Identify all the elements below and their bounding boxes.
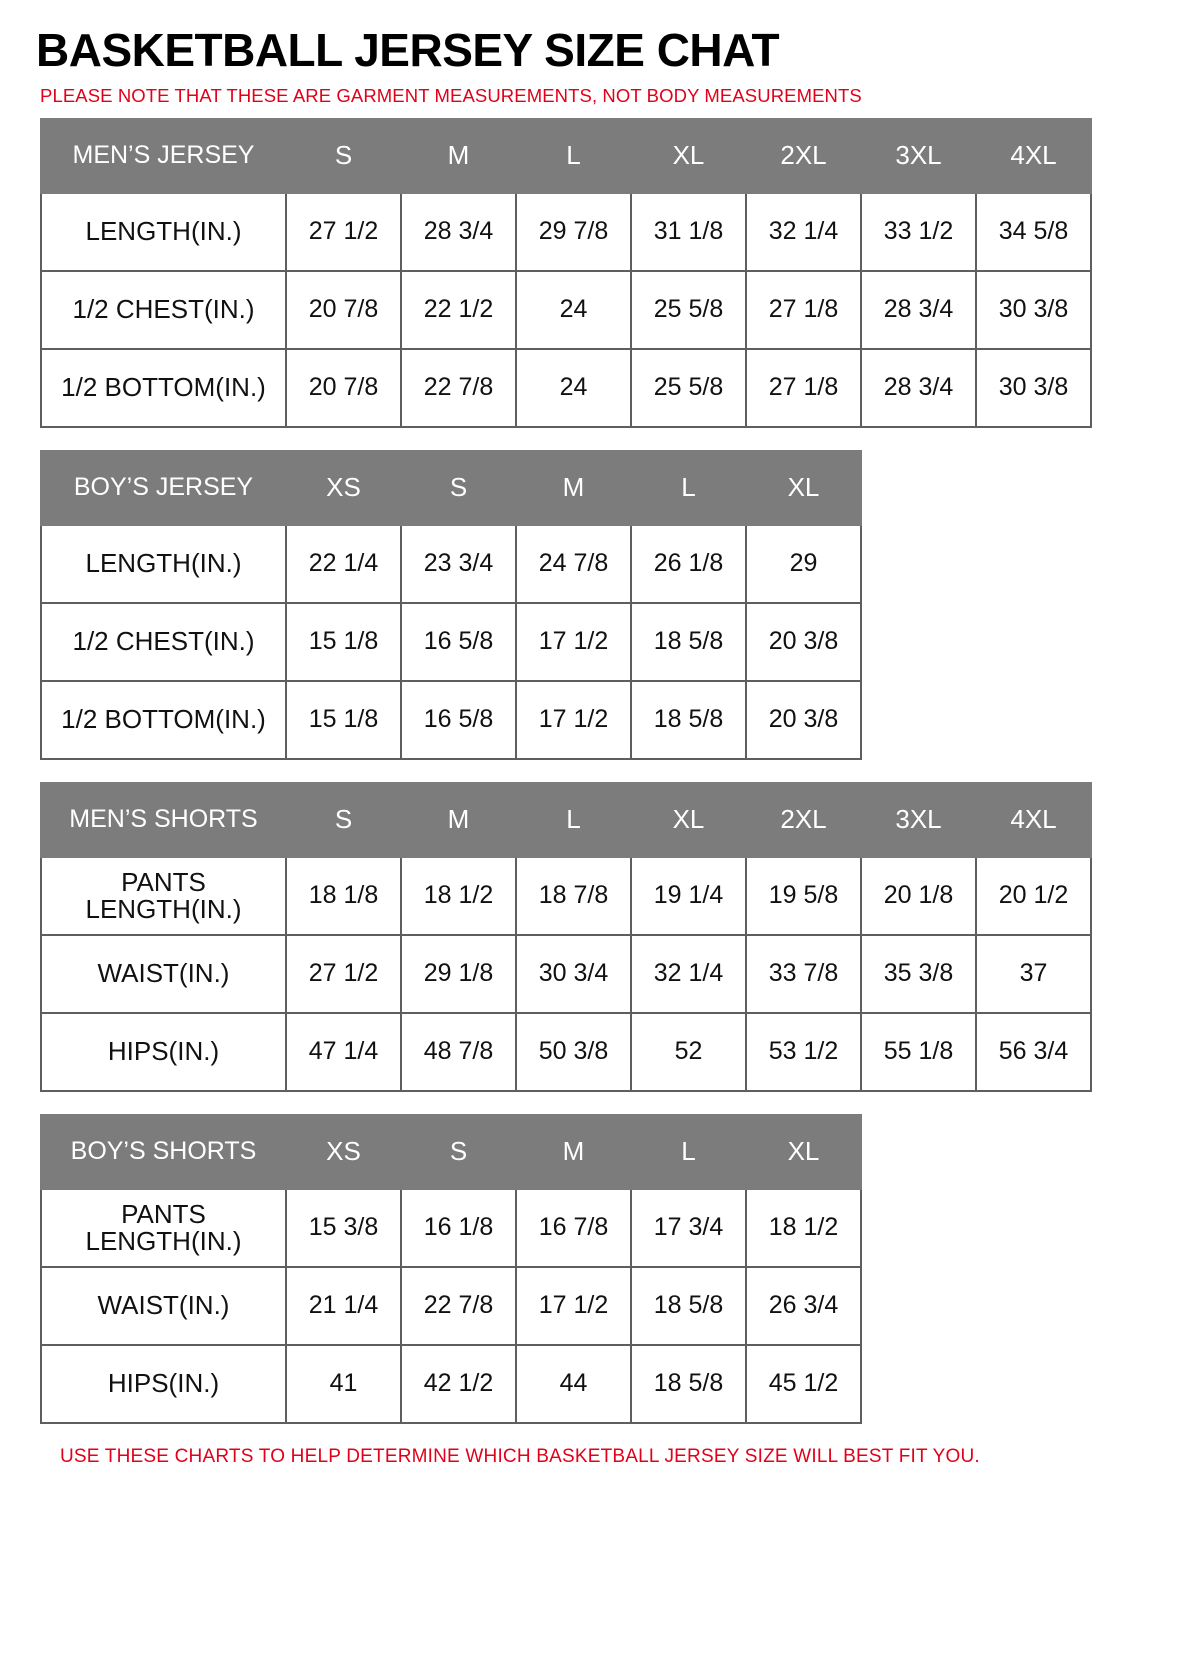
table-header-row — [41, 119, 1091, 193]
measurement-label: WAIST(IN.) — [41, 1267, 286, 1345]
measurement-cell: 16 7/8 — [516, 1189, 631, 1267]
size-header-cell: 3XL — [861, 783, 976, 857]
measurement-cell: 20 7/8 — [286, 349, 401, 427]
size-header-cell: 3XL — [861, 119, 976, 193]
measurement-cell: 35 3/8 — [861, 935, 976, 1013]
measurement-cell: 45 1/2 — [746, 1345, 861, 1423]
size-header-cell: M — [401, 119, 516, 193]
measurement-cell: 56 3/4 — [976, 1013, 1091, 1091]
measurement-cell: 27 1/8 — [746, 271, 861, 349]
measurement-cell: 16 1/8 — [401, 1189, 516, 1267]
measurement-cell: 30 3/8 — [976, 349, 1091, 427]
measurement-cell: 17 1/2 — [516, 1267, 631, 1345]
measurement-cell: 20 1/8 — [861, 857, 976, 935]
table-row — [41, 681, 861, 759]
measurement-cell: 18 1/2 — [401, 857, 516, 935]
measurement-cell: 18 5/8 — [631, 1267, 746, 1345]
measurement-cell: 48 7/8 — [401, 1013, 516, 1091]
table-row — [41, 857, 1091, 935]
measurement-cell: 25 5/8 — [631, 271, 746, 349]
size-header-cell: L — [516, 119, 631, 193]
measurement-cell: 52 — [631, 1013, 746, 1091]
measurement-label: 1/2 BOTTOM(IN.) — [41, 681, 286, 759]
measurement-cell: 24 — [516, 349, 631, 427]
size-header-cell: 2XL — [746, 783, 861, 857]
measurement-label: HIPS(IN.) — [41, 1013, 286, 1091]
table-row — [41, 349, 1091, 427]
size-header-cell: 4XL — [976, 119, 1091, 193]
table-title-cell: MEN’S SHORTS — [41, 783, 286, 857]
measurement-cell: 18 1/8 — [286, 857, 401, 935]
measurement-label: PANTS LENGTH(IN.) — [41, 1189, 286, 1267]
measurement-cell: 37 — [976, 935, 1091, 1013]
measurement-cell: 22 7/8 — [401, 349, 516, 427]
measurement-cell: 29 — [746, 525, 861, 603]
measurement-cell: 23 3/4 — [401, 525, 516, 603]
size-header-cell: 2XL — [746, 119, 861, 193]
measurement-cell: 26 1/8 — [631, 525, 746, 603]
table-row — [41, 193, 1091, 271]
measurement-cell: 19 5/8 — [746, 857, 861, 935]
measurement-cell: 33 1/2 — [861, 193, 976, 271]
measurement-cell: 28 3/4 — [861, 349, 976, 427]
table-row — [41, 525, 861, 603]
measurement-cell: 33 7/8 — [746, 935, 861, 1013]
measurement-cell: 44 — [516, 1345, 631, 1423]
measurement-cell: 30 3/8 — [976, 271, 1091, 349]
table-row — [41, 1189, 861, 1267]
table-title-cell: MEN’S JERSEY — [41, 119, 286, 193]
measurement-cell: 50 3/8 — [516, 1013, 631, 1091]
measurement-cell: 34 5/8 — [976, 193, 1091, 271]
measurement-cell: 18 5/8 — [631, 681, 746, 759]
measurement-cell: 18 7/8 — [516, 857, 631, 935]
size-table-boys-shorts — [40, 1114, 862, 1424]
table-row — [41, 603, 861, 681]
table-header-row — [41, 1115, 861, 1189]
measurement-cell: 32 1/4 — [746, 193, 861, 271]
size-header-cell: L — [631, 451, 746, 525]
measurement-cell: 31 1/8 — [631, 193, 746, 271]
measurement-cell: 20 1/2 — [976, 857, 1091, 935]
measurement-cell: 18 5/8 — [631, 1345, 746, 1423]
table-title-cell: BOY’S SHORTS — [41, 1115, 286, 1189]
measurement-cell: 29 7/8 — [516, 193, 631, 271]
measurement-cell: 30 3/4 — [516, 935, 631, 1013]
measurement-label: PANTS LENGTH(IN.) — [41, 857, 286, 935]
measurement-cell: 42 1/2 — [401, 1345, 516, 1423]
measurement-cell: 20 7/8 — [286, 271, 401, 349]
size-table-boys-jersey — [40, 450, 862, 760]
table-title-cell: BOY’S JERSEY — [41, 451, 286, 525]
measurement-cell: 17 1/2 — [516, 681, 631, 759]
size-header-cell: XL — [631, 119, 746, 193]
measurement-cell: 15 1/8 — [286, 681, 401, 759]
table-row — [41, 1013, 1091, 1091]
table-row — [41, 271, 1091, 349]
measurement-cell: 25 5/8 — [631, 349, 746, 427]
size-header-cell: L — [631, 1115, 746, 1189]
measurement-label: 1/2 BOTTOM(IN.) — [41, 349, 286, 427]
measurement-cell: 28 3/4 — [401, 193, 516, 271]
measurement-cell: 15 3/8 — [286, 1189, 401, 1267]
size-header-cell: 4XL — [976, 783, 1091, 857]
measurement-cell: 24 — [516, 271, 631, 349]
size-header-cell: XL — [746, 1115, 861, 1189]
size-header-cell: M — [516, 1115, 631, 1189]
size-header-cell: S — [401, 451, 516, 525]
page-title: BASKETBALL JERSEY SIZE CHAT — [36, 24, 780, 76]
measurement-cell: 18 5/8 — [631, 603, 746, 681]
table-row — [41, 1345, 861, 1423]
size-header-cell: M — [516, 451, 631, 525]
size-header-cell: S — [286, 119, 401, 193]
measurement-cell: 18 1/2 — [746, 1189, 861, 1267]
measurement-cell: 28 3/4 — [861, 271, 976, 349]
page-footer-note: USE THESE CHARTS TO HELP DETERMINE WHICH BASKETBALL JERSEY SIZE WILL BEST FIT YOU. — [60, 1445, 980, 1467]
measurement-cell: 27 1/2 — [286, 193, 401, 271]
measurement-cell: 47 1/4 — [286, 1013, 401, 1091]
measurement-cell: 16 5/8 — [401, 603, 516, 681]
measurement-cell: 24 7/8 — [516, 525, 631, 603]
measurement-cell: 41 — [286, 1345, 401, 1423]
measurement-cell: 16 5/8 — [401, 681, 516, 759]
table-header-row — [41, 451, 861, 525]
measurement-cell: 26 3/4 — [746, 1267, 861, 1345]
measurement-note: PLEASE NOTE THAT THESE ARE GARMENT MEASUREMENTS, NOT BODY MEASUREMENTS — [40, 85, 862, 107]
size-table-mens-jersey — [40, 118, 1092, 428]
measurement-cell: 55 1/8 — [861, 1013, 976, 1091]
measurement-cell: 27 1/2 — [286, 935, 401, 1013]
size-header-cell: S — [286, 783, 401, 857]
measurement-cell: 17 1/2 — [516, 603, 631, 681]
measurement-cell: 32 1/4 — [631, 935, 746, 1013]
size-header-cell: XL — [631, 783, 746, 857]
size-header-cell: L — [516, 783, 631, 857]
measurement-cell: 27 1/8 — [746, 349, 861, 427]
measurement-cell: 29 1/8 — [401, 935, 516, 1013]
size-header-cell: S — [401, 1115, 516, 1189]
measurement-cell: 22 1/4 — [286, 525, 401, 603]
measurement-label: LENGTH(IN.) — [41, 525, 286, 603]
measurement-cell: 17 3/4 — [631, 1189, 746, 1267]
table-row — [41, 1267, 861, 1345]
measurement-label: WAIST(IN.) — [41, 935, 286, 1013]
size-table-mens-shorts — [40, 782, 1092, 1092]
measurement-cell: 20 3/8 — [746, 681, 861, 759]
measurement-label: 1/2 CHEST(IN.) — [41, 603, 286, 681]
measurement-cell: 20 3/8 — [746, 603, 861, 681]
measurement-cell: 21 1/4 — [286, 1267, 401, 1345]
size-header-cell: XS — [286, 451, 401, 525]
measurement-cell: 15 1/8 — [286, 603, 401, 681]
measurement-cell: 53 1/2 — [746, 1013, 861, 1091]
size-header-cell: XS — [286, 1115, 401, 1189]
measurement-cell: 19 1/4 — [631, 857, 746, 935]
measurement-label: HIPS(IN.) — [41, 1345, 286, 1423]
table-header-row — [41, 783, 1091, 857]
measurement-label: 1/2 CHEST(IN.) — [41, 271, 286, 349]
size-tables-container — [28, 118, 1172, 1424]
measurement-cell: 22 1/2 — [401, 271, 516, 349]
table-row — [41, 935, 1091, 1013]
measurement-label: LENGTH(IN.) — [41, 193, 286, 271]
measurement-cell: 22 7/8 — [401, 1267, 516, 1345]
size-header-cell: M — [401, 783, 516, 857]
size-header-cell: XL — [746, 451, 861, 525]
